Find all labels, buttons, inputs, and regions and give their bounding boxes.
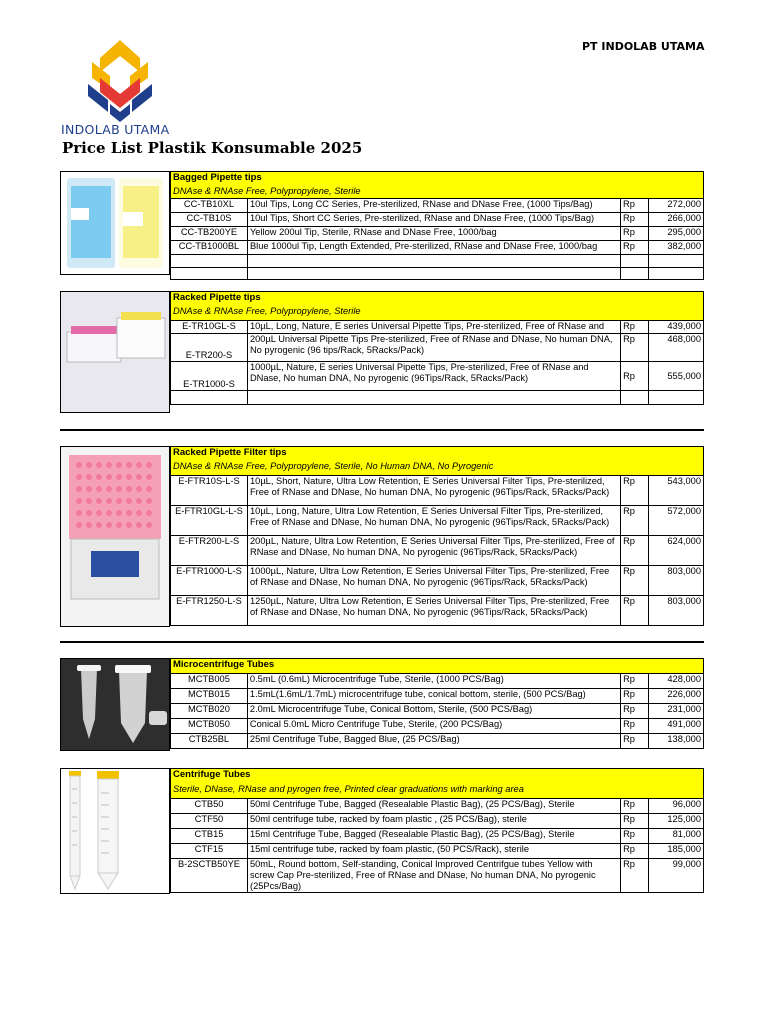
bagged-tips-table (170, 171, 704, 280)
filter-tips-image (60, 446, 170, 627)
table-row (171, 199, 704, 213)
section-subtitle: DNAse & RNAse Free, Polypropylene, Sterile, No Human DNA, No Pyrogenic (171, 461, 704, 476)
product-code: E-TR1000-S (171, 362, 248, 391)
price: 555,000 (649, 362, 704, 391)
currency: Rp (621, 362, 649, 391)
racked-tips-table (170, 291, 704, 405)
product-code: MCTB005 (171, 674, 248, 689)
section-subtitle: DNAse & RNAse Free, Polypropylene, Sterile (171, 306, 704, 321)
bagged-tips-image (60, 171, 170, 275)
price: 803,000 (649, 596, 704, 626)
currency: Rp (621, 859, 649, 893)
product-description: 15ml Centrifuge Tube, Bagged (Resealable Plastic Bag), (25 PCS/Bag), Sterile (247, 829, 620, 844)
table-row (171, 321, 704, 334)
price: 295,000 (649, 227, 704, 241)
currency: Rp (621, 829, 649, 844)
currency: Rp (621, 321, 649, 334)
table-row (171, 719, 704, 734)
product-code: CTB25BL (171, 734, 248, 749)
section-bagged-pipette-tips (60, 171, 704, 275)
product-code: CC-TB200YE (171, 227, 248, 241)
currency: Rp (621, 734, 649, 749)
product-code: MCTB015 (171, 689, 248, 704)
currency: Rp (621, 334, 649, 362)
logo-text: INDOLAB UTAMA (61, 122, 170, 137)
table-row (171, 814, 704, 829)
price: 439,000 (649, 321, 704, 334)
currency: Rp (621, 213, 649, 227)
racked-tips-image (60, 291, 170, 413)
section-microcentrifuge-tubes (60, 658, 704, 751)
currency: Rp (621, 674, 649, 689)
price: 125,000 (649, 814, 704, 829)
product-code: E-TR200-S (171, 334, 248, 362)
currency: Rp (621, 227, 649, 241)
section-centrifuge-tubes (60, 768, 704, 894)
price: 543,000 (649, 476, 704, 506)
product-code: CTB50 (171, 799, 248, 814)
product-code: B-2SCTB50YE (171, 859, 248, 893)
price: 96,000 (649, 799, 704, 814)
price: 226,000 (649, 689, 704, 704)
divider (60, 429, 704, 431)
price: 266,000 (649, 213, 704, 227)
product-code: MCTB020 (171, 704, 248, 719)
product-description: Blue 1000ul Tip, Length Extended, Pre-sterilized, RNase and DNase Free, 1000/bag (247, 241, 620, 255)
table-row (171, 734, 704, 749)
price: 185,000 (649, 844, 704, 859)
product-description: 10µL, Short, Nature, Ultra Low Retention, E Series Universal Filter Tips, Pre-sterilized, Free of RNase and DNase, No human DNA, No pyrogenic (96Tips/Rack, 5Racks/Pack) (247, 476, 620, 506)
section-title: Racked Pipette Filter tips (171, 447, 704, 461)
product-description: 10µL, Long, Nature, E series Universal Pipette Tips, Pre-sterilized, Free of RNase and (247, 321, 620, 334)
price: 803,000 (649, 566, 704, 596)
product-code: CTF15 (171, 844, 248, 859)
section-title: Racked Pipette tips (171, 292, 704, 306)
section-subtitle: Sterile, DNase, RNase and pyrogen free, Printed clear graduations with marking area (171, 784, 704, 799)
currency: Rp (621, 799, 649, 814)
product-description: 200µL, Nature, Ultra Low Retention, E Series Universal Filter Tips, Pre-sterilized, Free of RNase and DNase, No human DNA, No pyrogenic (96Tips/Rack, 5Racks/Pack) (247, 536, 620, 566)
price: 138,000 (649, 734, 704, 749)
table-row (171, 476, 704, 506)
price: 99,000 (649, 859, 704, 893)
table-row (171, 536, 704, 566)
price: 572,000 (649, 506, 704, 536)
table-row (171, 859, 704, 893)
microcentrifuge-table (170, 658, 704, 749)
product-description: Conical 5.0mL Micro Centrifuge Tube, Sterile, (200 PCS/Bag) (247, 719, 620, 734)
table-row (171, 704, 704, 719)
product-code: CC-TB10XL (171, 199, 248, 213)
currency: Rp (621, 844, 649, 859)
product-description: 1000µL, Nature, Ultra Low Retention, E Series Universal Filter Tips, Pre-sterilized, Free of RNase and DNase, No human DNA, No pyrogenic (96Tips/Rack, 5Racks/Pack) (247, 566, 620, 596)
page-title: Price List Plastik Konsumable 2025 (62, 139, 363, 157)
currency: Rp (621, 199, 649, 213)
product-description: 2.0mL Microcentrifuge Tube, Conical Bottom, Sterile, (500 PCS/Bag) (247, 704, 620, 719)
section-title: Centrifuge Tubes (171, 769, 704, 784)
price: 81,000 (649, 829, 704, 844)
product-code: E-FTR10S-L-S (171, 476, 248, 506)
currency: Rp (621, 814, 649, 829)
product-code: CTF50 (171, 814, 248, 829)
currency: Rp (621, 719, 649, 734)
product-description: 25ml Centrifuge Tube, Bagged Blue, (25 PCS/Bag) (247, 734, 620, 749)
table-row (171, 227, 704, 241)
table-row (171, 506, 704, 536)
product-description: 50mL, Round bottom, Self-standing, Conical Improved Centrifgue tubes Yellow with screw Cap Pre-sterilized, Free of RNase and DNase, No human DNA, No pyrogenic (25Pcs/Bag) (247, 859, 620, 893)
section-subtitle: DNAse & RNAse Free, Polypropylene, Sterile (171, 186, 704, 199)
product-code: E-FTR1000-L-S (171, 566, 248, 596)
currency: Rp (621, 704, 649, 719)
product-description: 50ml centrifuge tube, racked by foam plastic , (25 PCS/Bag), sterile (247, 814, 620, 829)
product-code: E-FTR1250-L-S (171, 596, 248, 626)
currency: Rp (621, 506, 649, 536)
centrifuge-table (170, 768, 704, 893)
product-description: 1250µL, Nature, Ultra Low Retention, E Series Universal Filter Tips, Pre-sterilized, Free of RNase and DNase, No human DNA, No pyrogenic (96Tips/Rack, 5Racks/Pack) (247, 596, 620, 626)
table-row (171, 241, 704, 255)
price: 428,000 (649, 674, 704, 689)
product-description: 10ul Tips, Short CC Series, Pre-sterilized, RNase and DNase Free, (1000 Tips/Bag) (247, 213, 620, 227)
product-description: 50ml Centrifuge Tube, Bagged (Resealable Plastic Bag), (25 PCS/Bag), Sterile (247, 799, 620, 814)
product-code: E-TR10GL-S (171, 321, 248, 334)
product-description: Yellow 200ul Tip, Sterile, RNase and DNase Free, 1000/bag (247, 227, 620, 241)
price: 468,000 (649, 334, 704, 362)
currency: Rp (621, 566, 649, 596)
microcentrifuge-image (60, 658, 170, 751)
table-row (171, 799, 704, 814)
product-code: E-FTR200-L-S (171, 536, 248, 566)
filter-tips-table (170, 446, 704, 626)
currency: Rp (621, 596, 649, 626)
product-code: CTB15 (171, 829, 248, 844)
table-row (171, 829, 704, 844)
table-row (171, 844, 704, 859)
currency: Rp (621, 536, 649, 566)
product-code: CC-TB1000BL (171, 241, 248, 255)
price: 231,000 (649, 704, 704, 719)
table-row (171, 596, 704, 626)
section-title: Bagged Pipette tips (171, 172, 704, 186)
product-description: 15ml centrifuge tube, racked by foam plastic, (50 PCS/Rack), sterile (247, 844, 620, 859)
divider (60, 641, 704, 643)
indolab-logo (82, 38, 158, 122)
product-code: E-FTR10GL-L-S (171, 506, 248, 536)
product-description: 1.5mL(1.6mL/1.7mL) microcentrifuge tube, conical bottom, sterile, (500 PCS/Bag) (247, 689, 620, 704)
currency: Rp (621, 241, 649, 255)
product-description: 200µL Universal Pipette Tips Pre-sterilized, Free of RNase and DNase, No human DNA, No pyrogenic (96 tips/Rack, 5Racks/Pack) (247, 334, 620, 362)
price: 624,000 (649, 536, 704, 566)
product-description: 0.5mL (0.6mL) Microcentrifuge Tube, Sterile, (1000 PCS/Bag) (247, 674, 620, 689)
currency: Rp (621, 689, 649, 704)
product-code: MCTB050 (171, 719, 248, 734)
company-name: PT INDOLAB UTAMA (582, 40, 705, 53)
section-racked-pipette-tips (60, 291, 704, 413)
price: 382,000 (649, 241, 704, 255)
product-code: CC-TB10S (171, 213, 248, 227)
product-description: 10ul Tips, Long CC Series, Pre-sterilized, RNase and DNase Free, (1000 Tips/Bag) (247, 199, 620, 213)
table-row (171, 334, 704, 362)
product-description: 1000µL, Nature, E series Universal Pipette Tips, Pre-sterilized, Free of RNase and DNase, No human DNA, No pyrogenic (96Tips/Rack, 5Racks/Pack) (247, 362, 620, 391)
product-description: 10µL, Long, Nature, Ultra Low Retention, E Series Universal Filter Tips, Pre-sterilized, Free of RNase and DNase, No human DNA, No pyrogenic (96Tips/Rack, 5Racks/Pack) (247, 506, 620, 536)
currency: Rp (621, 476, 649, 506)
price: 272,000 (649, 199, 704, 213)
table-row (171, 674, 704, 689)
table-row (171, 689, 704, 704)
section-racked-filter-tips (60, 446, 704, 627)
section-title: Microcentrifuge Tubes (171, 659, 704, 674)
table-row (171, 566, 704, 596)
table-row (171, 213, 704, 227)
price: 491,000 (649, 719, 704, 734)
centrifuge-image (60, 768, 170, 894)
table-row (171, 362, 704, 391)
